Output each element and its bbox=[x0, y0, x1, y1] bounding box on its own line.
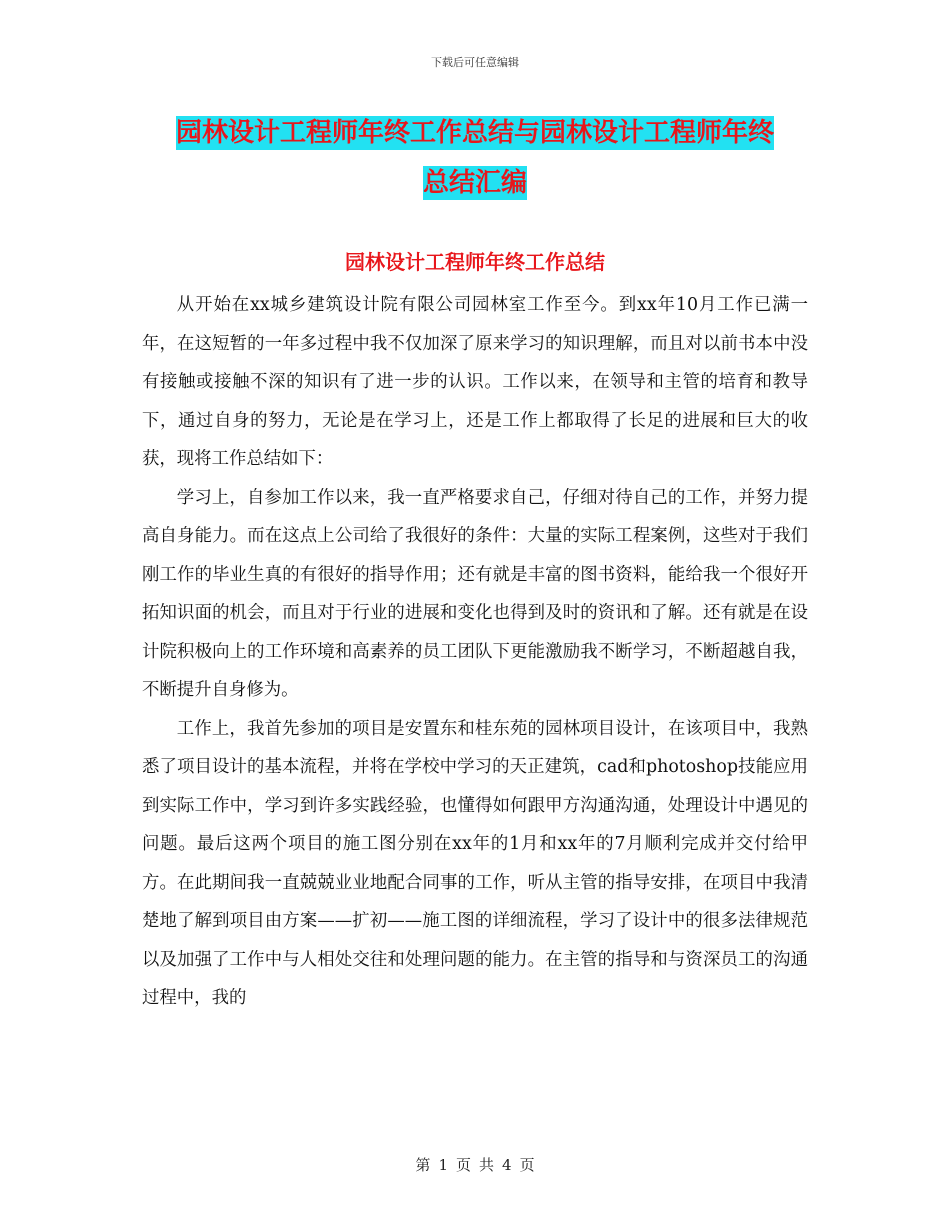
paragraph-intro: 从开始在xx城乡建筑设计院有限公司园林室工作至今。到xx年10月工作已满一年，在这短暂的一年多过程中我不仅加深了原来学习的知识理解，而且对以前书本中没有接触或接触不深的知识有了进一步的认识。工作以来，在领导和主管的培育和教导下，通过自身的努力，无论是在学习上，还是工作上都取得了长足的进展和巨大的收获，现将工作总结如下： bbox=[142, 295, 808, 469]
page-footer bbox=[0, 1154, 950, 1175]
footer-page-word: 页 bbox=[455, 1156, 471, 1174]
section-title: 园林设计工程师年终工作总结 bbox=[345, 250, 605, 274]
body-text bbox=[142, 286, 808, 1018]
paragraph-work: 工作上，我首先参加的项目是安置东和桂东苑的园林项目设计，在该项目中，我熟悉了项目设计的基本流程，并将在学校中学习的天正建筑，cad和photoshop技能应用到实际工作中，学习到许多实践经验，也懂得如何跟甲方沟通沟通，处理设计中遇见的问题。最后这两个项目的施工图分别在xx年的1月和xx年的7月顺利完成并交付给甲方。在此期间我一直兢兢业业地配合同事的工作，听从主管的指导安排，在项目中我清楚地了解到项目由方案——扩初——施工图的详细流程，学习了设计中的很多法律规范以及加强了工作中与人相处交往和处理问题的能力。在主管的指导和与资深员工的沟通过程中，我的 bbox=[142, 718, 808, 1008]
title-line-1: 园林设计工程师年终工作总结与园林设计工程师年终 bbox=[175, 118, 774, 148]
download-note: 下载后可任意编辑 bbox=[431, 56, 519, 69]
footer-total-word: 共 bbox=[479, 1156, 495, 1174]
paragraph-study: 学习上，自参加工作以来，我一直严格要求自己，仔细对待自己的工作，并努力提高自身能力。而在这点上公司给了我很好的条件：大量的实际工程案例，这些对于我们刚工作的毕业生真的有很好的指导作用；还有就是丰富的图书资料，能给我一个很好开拓知识面的机会，而且对于行业的进展和变化也得到及时的资讯和了解。还有就是在设计院积极向上的工作环境和高素养的员工团队下更能激励我不断学习，不断超越自我，不断提升自身修为。 bbox=[142, 487, 808, 700]
document-title bbox=[140, 108, 810, 208]
title-line-2: 总结汇编 bbox=[422, 168, 527, 198]
footer-current-page: 1 bbox=[438, 1156, 448, 1174]
footer-prefix: 第 bbox=[415, 1156, 431, 1174]
footer-suffix: 页 bbox=[519, 1156, 535, 1174]
footer-total-pages: 4 bbox=[502, 1156, 512, 1174]
